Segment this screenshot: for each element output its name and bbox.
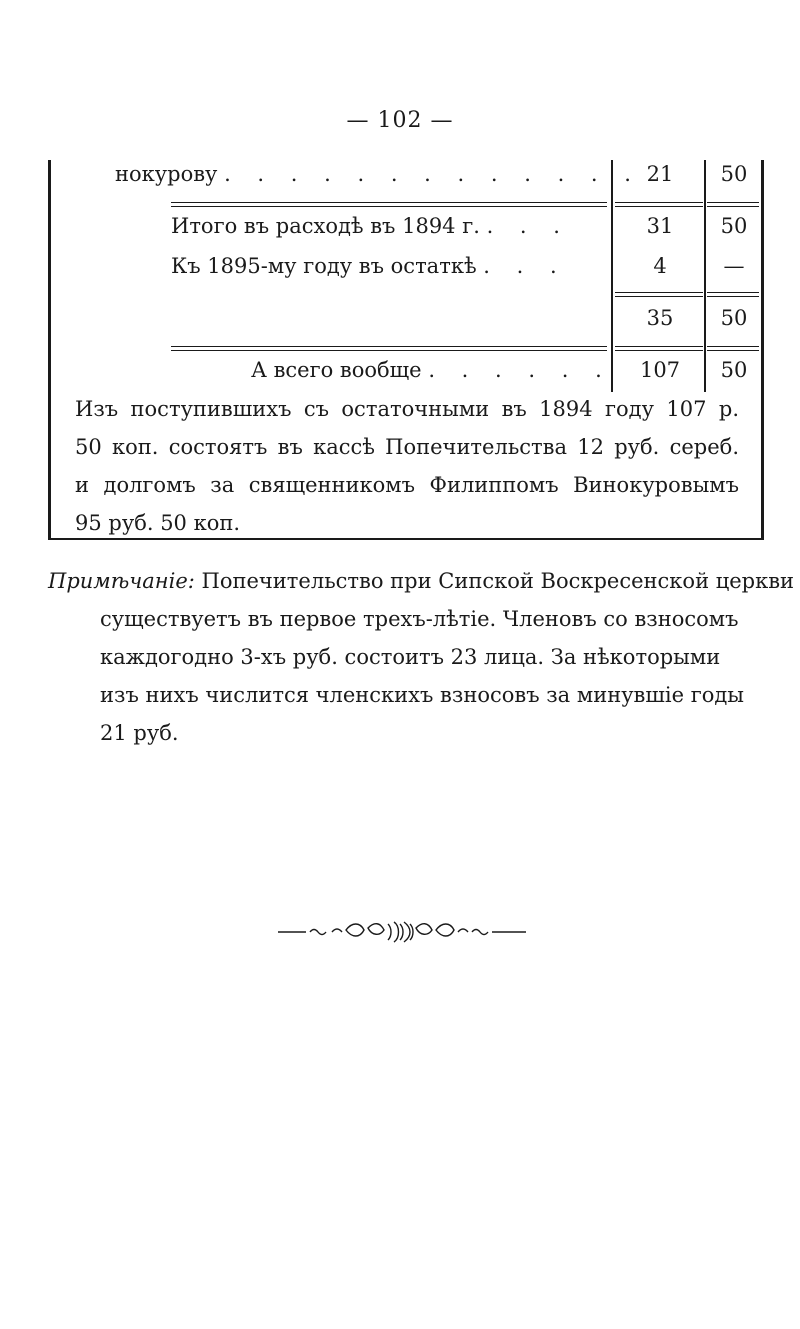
ledger-row-rubles: 4 (653, 254, 667, 278)
ledger-table (48, 160, 764, 540)
paragraph-line: Изъ поступившихъ съ остаточными въ 1894 году 107 р. (75, 397, 739, 421)
ledger-rule (707, 292, 759, 297)
note-block (48, 562, 795, 752)
note-line: Попечительство при Сипской Воскресенской церкви (201, 569, 795, 593)
decorative-tailpiece-icon (276, 918, 528, 946)
ledger-row-kopecks: 50 (720, 306, 748, 330)
note-line: изъ нихъ числится членскихъ взносовъ за минувшіе годы (100, 683, 745, 707)
ledger-row (51, 214, 761, 250)
ledger-rule (707, 202, 759, 207)
ledger-rule (615, 202, 703, 207)
ledger-row (51, 254, 761, 290)
page-number: — 102 — (346, 108, 454, 133)
ledger-paragraph (75, 390, 739, 542)
ledger-row (51, 306, 761, 342)
ledger-rule (707, 346, 759, 351)
ledger-row-rubles: 31 (646, 214, 674, 238)
ledger-row-kopecks: 50 (720, 162, 748, 186)
ledger-row-kopecks: — (723, 254, 745, 278)
note-line: существуетъ въ первое трехъ-лѣтіе. Членовъ со взносомъ (100, 607, 739, 631)
note-line: каждогодно 3-хъ руб. состоитъ 23 лица. За нѣкоторыми (100, 645, 721, 669)
note-heading: Примѣчаніе: (48, 569, 195, 593)
ledger-row-kopecks: 50 (720, 358, 748, 382)
paragraph-line: и долгомъ за священникомъ Филиппомъ Винокуровымъ (75, 473, 739, 497)
ledger-rule (171, 346, 607, 351)
ledger-rule (615, 346, 703, 351)
ledger-row-rubles: 21 (646, 162, 674, 186)
note-first-line (48, 562, 795, 600)
ledger-row-label: А всего вообще . . . . . . (251, 358, 612, 382)
ledger-row-label: нокурову . . . . . . . . . . . . . (115, 162, 641, 186)
ledger-rule (615, 292, 703, 297)
paragraph-line: 50 коп. состоятъ въ кассѣ Попечительства 12 руб. сереб. (75, 435, 739, 459)
ledger-row-label: Къ 1895-му году въ остаткѣ . . . (171, 254, 567, 278)
ledger-row-rubles: 107 (639, 358, 681, 382)
ledger-rule (171, 202, 607, 207)
note-line: 21 руб. (100, 721, 179, 745)
ledger-row (51, 358, 761, 394)
ledger-row-label: Итого въ расходѣ въ 1894 г. . . . (171, 214, 570, 238)
paragraph-line: 95 руб. 50 коп. (75, 511, 241, 535)
ledger-row-kopecks: 50 (720, 214, 748, 238)
ledger-row-rubles: 35 (646, 306, 674, 330)
ledger-row (51, 162, 761, 198)
